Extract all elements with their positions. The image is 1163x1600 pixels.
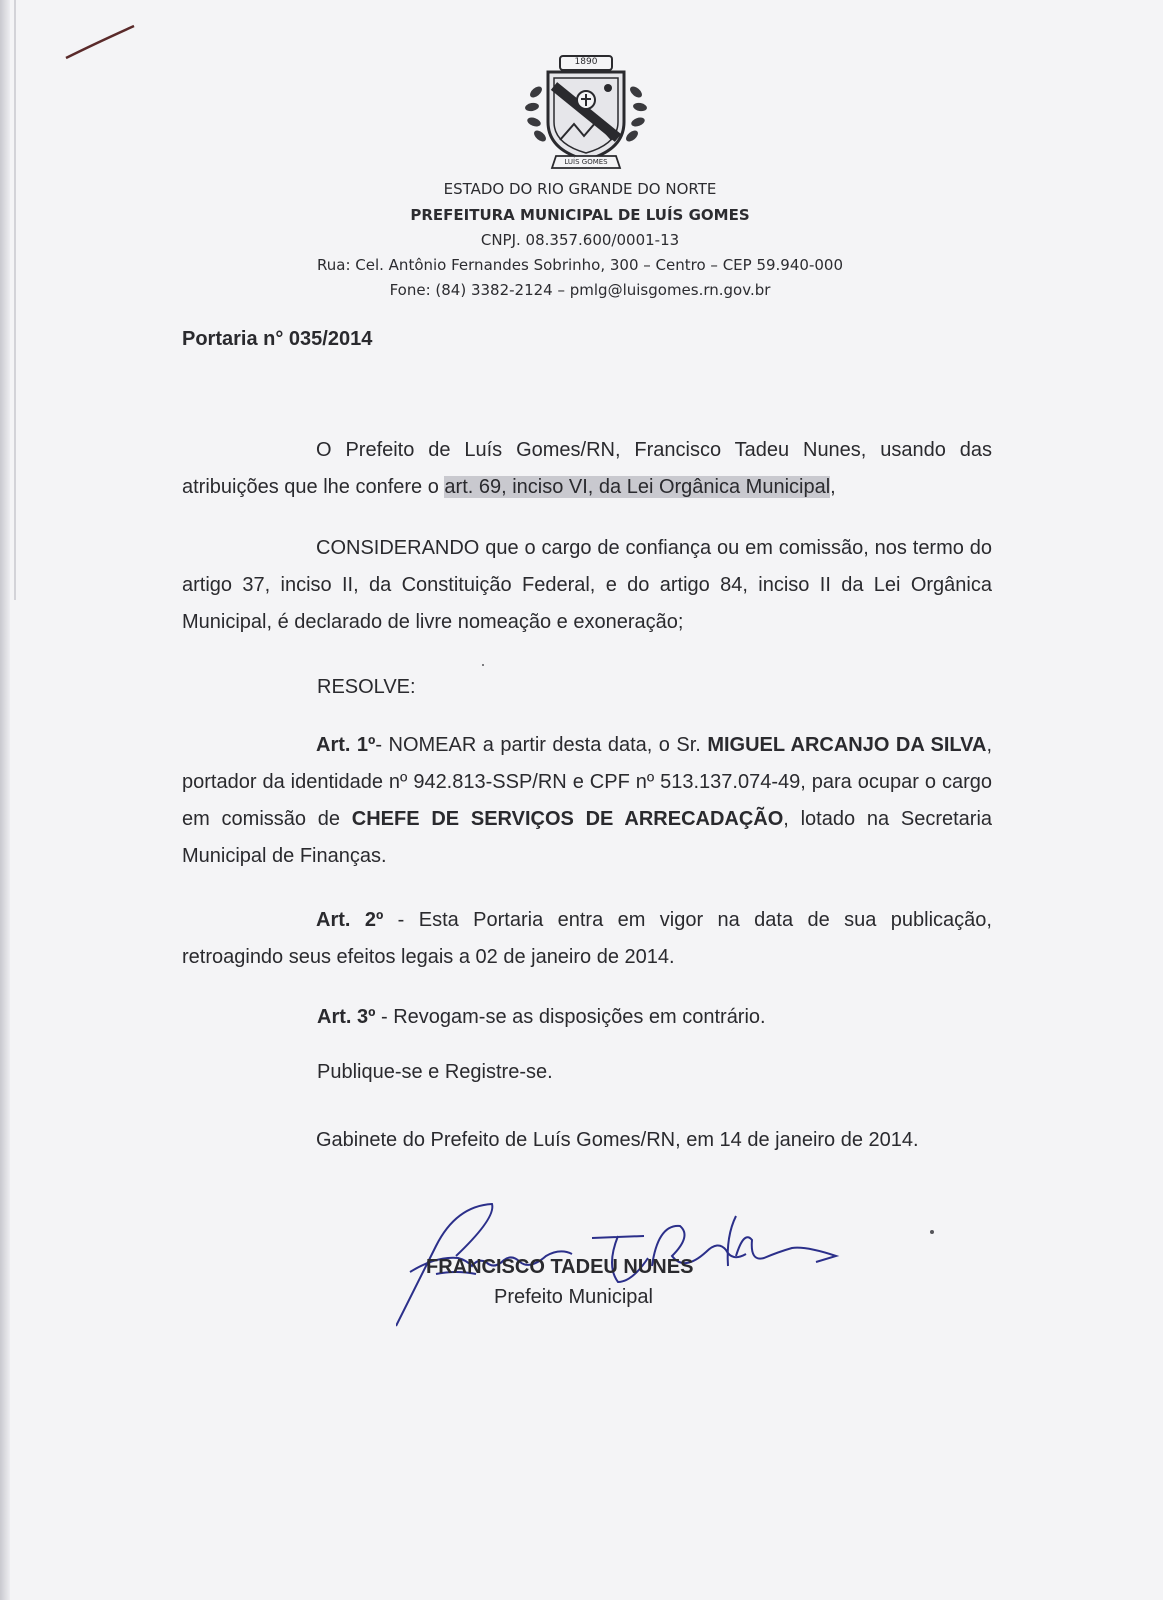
closing-paragraph: Gabinete do Prefeito de Luís Gomes/RN, em 14 de janeiro de 2014. <box>316 1129 919 1151</box>
highlighted-law-reference: art. 69, inciso VI, da Lei Orgânica Municipal <box>444 476 831 498</box>
publish-line: Publique-se e Registre-se. <box>317 1061 553 1083</box>
header-address: Rua: Cel. Antônio Fernandes Sobrinho, 300 – Centro – CEP 59.940-000 <box>317 256 843 274</box>
appointed-role: CHEFE DE SERVIÇOS DE ARRECADAÇÃO <box>351 808 784 830</box>
scan-edge-line <box>14 0 16 600</box>
header-cnpj: CNPJ. 08.357.600/0001-13 <box>480 231 680 249</box>
considerando-paragraph: CONSIDERANDO que o cargo de confiança ou em comissão, nos termo do artigo 37, inciso II, da Constituição Federal, e do artigo 84, inciso II da Lei Orgânica Municipal, é declarado de livre nomeação e exoneração; <box>182 537 992 633</box>
header-state: ESTADO DO RIO GRANDE DO NORTE <box>443 180 717 198</box>
signer-role: Prefeito Municipal <box>494 1286 653 1308</box>
article-1-text-3: , lotado na Secretaria Municipal de Finanças. <box>182 808 993 867</box>
header-prefecture: PREFEITURA MUNICIPAL DE LUÍS GOMES <box>410 206 750 224</box>
intro-paragraph <box>182 432 992 506</box>
scan-edge <box>0 0 10 1600</box>
document-title: Portaria n° 035/2014 <box>182 328 373 350</box>
article-1-text-2: , portador da identidade nº 942.813-SSP/RN e CPF nº 513.137.074-49, para ocupar o cargo em comissão de <box>182 734 992 830</box>
header-contact: Fone: (84) 3382-2124 – pmlg@luisgomes.rn.gov.br <box>389 281 771 299</box>
pen-mark <box>64 22 136 62</box>
article-1-label: Art. 1º <box>316 734 376 756</box>
appointee-name: MIGUEL ARCANJO DA SILVA <box>707 734 987 756</box>
article-2-label: Art. 2º <box>316 909 384 931</box>
article-3-text: - Revogam-se as disposições em contrário. <box>375 1006 766 1028</box>
resolve-heading: RESOLVE: <box>317 676 416 698</box>
seal-ribbon-text: LUÍS GOMES <box>564 158 608 166</box>
article-2-text: - Esta Portaria entra em vigor na data de sua publicação, retroagindo seus efeitos legais a 02 de janeiro de 2014. <box>182 909 992 968</box>
article-1-text: - NOMEAR a partir desta data, o Sr. <box>375 734 708 756</box>
intro-text: O Prefeito de Luís Gomes/RN, Francisco Tadeu Nunes, usando das atribuições que lhe confere o <box>182 439 992 498</box>
signer-name: FRANCISCO TADEU NUNES <box>426 1256 694 1278</box>
article-3-label: Art. 3º <box>317 1006 376 1028</box>
article-1 <box>182 727 992 875</box>
seal-year: 1890 <box>574 57 598 67</box>
scan-speck <box>930 1230 934 1234</box>
intro-text-end: , <box>830 476 836 498</box>
scan-speck <box>482 664 484 666</box>
article-3 <box>317 1006 766 1029</box>
article-2 <box>182 902 992 976</box>
